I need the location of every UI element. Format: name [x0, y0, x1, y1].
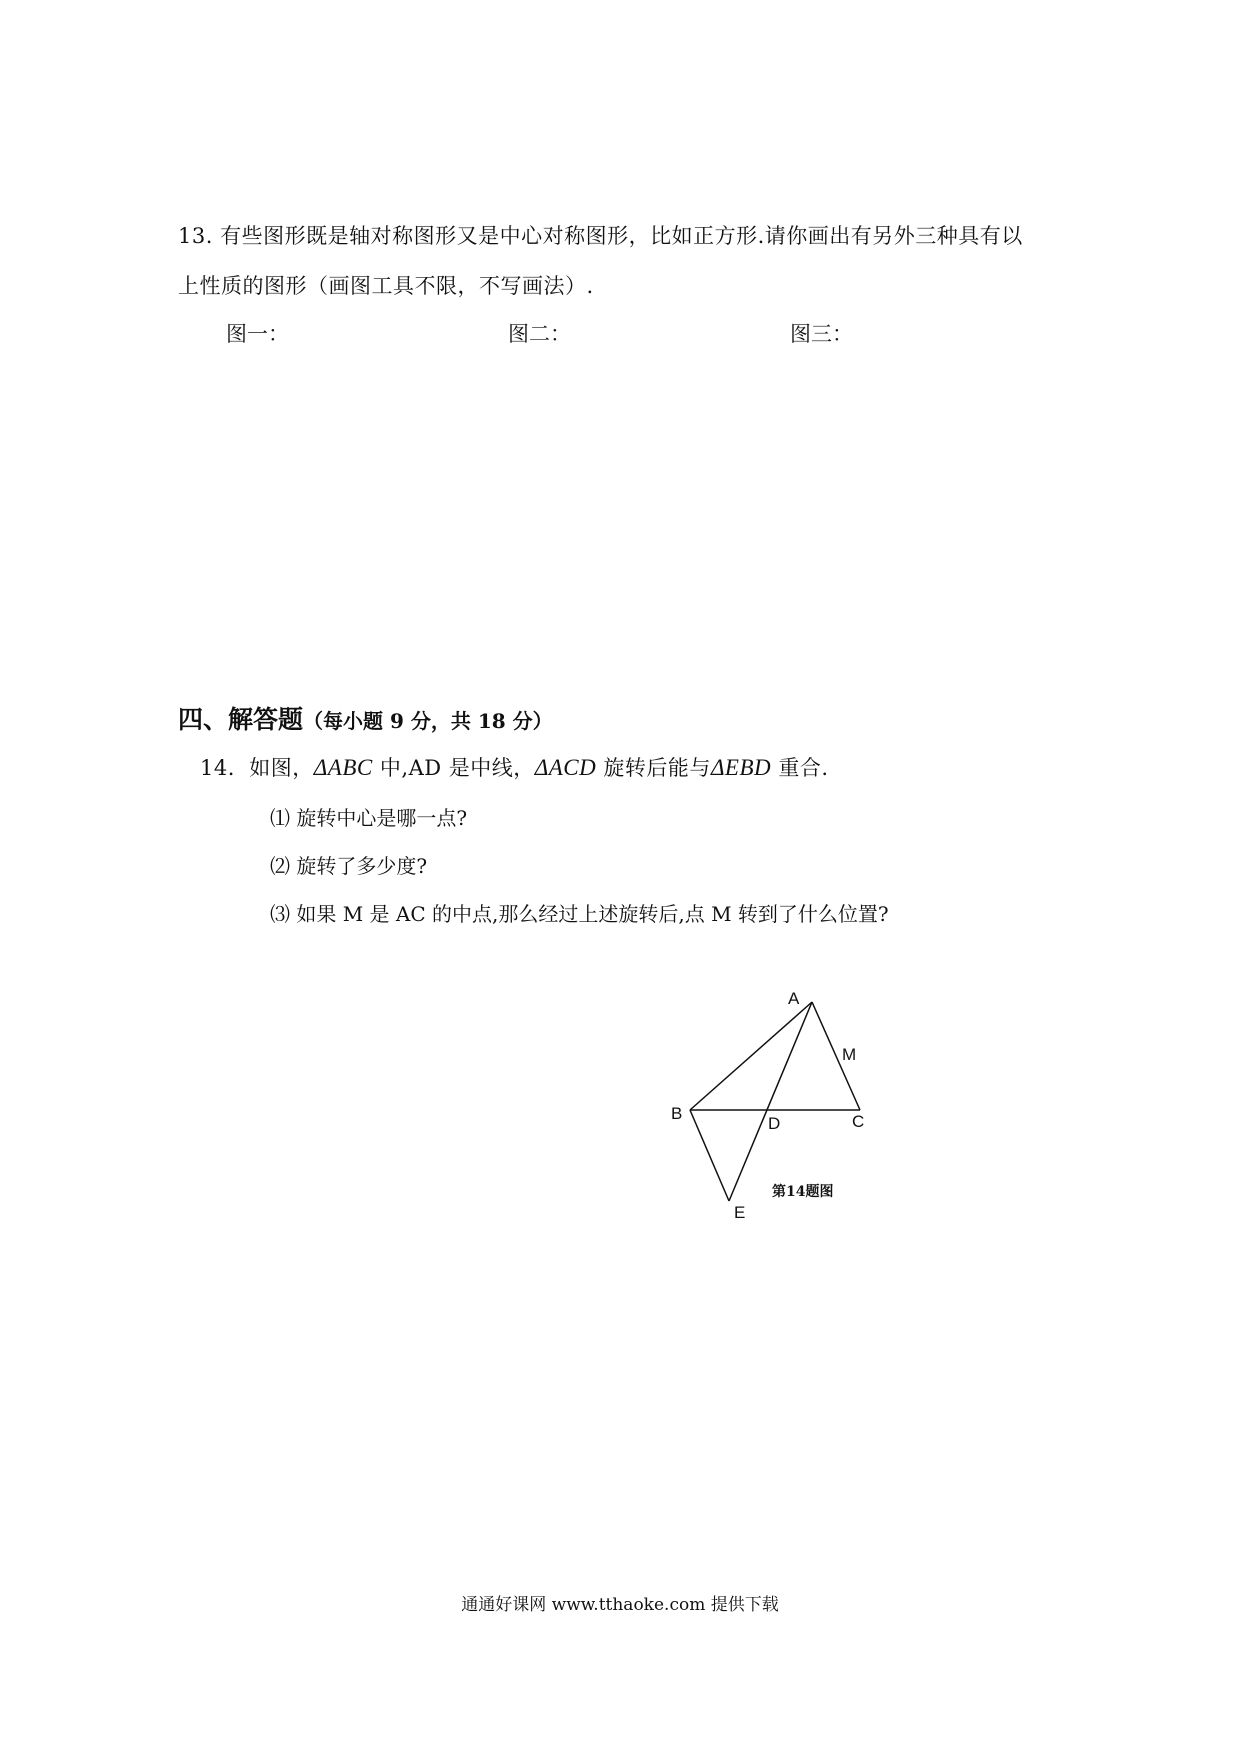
q13-line-2: 上性质的图形（画图工具不限，不写画法）. — [178, 274, 594, 298]
point-label-c: C — [852, 1112, 865, 1131]
q14-stem — [200, 754, 829, 782]
point-label-a: A — [788, 989, 800, 1008]
q14-text-3: 旋转后能与 — [596, 756, 711, 780]
section-scoring-note: （每小题 9 分，共 18 分） — [303, 709, 553, 733]
q13-figure-1-label: 图一： — [226, 322, 289, 346]
q14-subquestion-1: ⑴ 旋转中心是哪一点? — [270, 806, 468, 830]
q14-geometry-figure — [660, 985, 900, 1225]
q14-triangle-abc: ΔABC — [313, 755, 373, 780]
page-footer: 通通好课网 www.tthaoke.com 提供下载 — [461, 1595, 779, 1615]
q13-figure-3-label: 图三： — [790, 322, 853, 346]
point-label-e: E — [734, 1203, 746, 1222]
q14-text-2: 中,AD 是中线， — [372, 756, 535, 780]
point-label-d: D — [768, 1114, 781, 1133]
q14-subquestion-2: ⑵ 旋转了多少度? — [270, 854, 428, 878]
q14-subquestion-3: ⑶ 如果 M 是 AC 的中点,那么经过上述旋转后,点 M 转到了什么位置? — [270, 902, 889, 926]
segment-ab — [690, 1002, 812, 1110]
q14-number: 14. — [200, 756, 235, 780]
q13-figure-2-label: 图二： — [508, 322, 571, 346]
point-label-b: B — [671, 1104, 683, 1123]
section-heading — [178, 700, 553, 736]
figure-caption: 第14题图 — [772, 1184, 834, 1200]
segment-ae — [729, 1002, 812, 1201]
q14-text-4: 重合. — [771, 756, 829, 780]
section-title: 四、解答题 — [178, 705, 304, 734]
q14-triangle-ebd: ΔEBD — [710, 755, 772, 780]
q14-triangle-acd: ΔACD — [534, 755, 597, 780]
point-label-m: M — [842, 1045, 857, 1064]
q14-text-1: 如图， — [249, 756, 314, 780]
q13-line-1: 13. 有些图形既是轴对称图形又是中心对称图形，比如正方形.请你画出有另外三种具有以 — [178, 224, 1023, 248]
segment-be — [690, 1110, 729, 1201]
